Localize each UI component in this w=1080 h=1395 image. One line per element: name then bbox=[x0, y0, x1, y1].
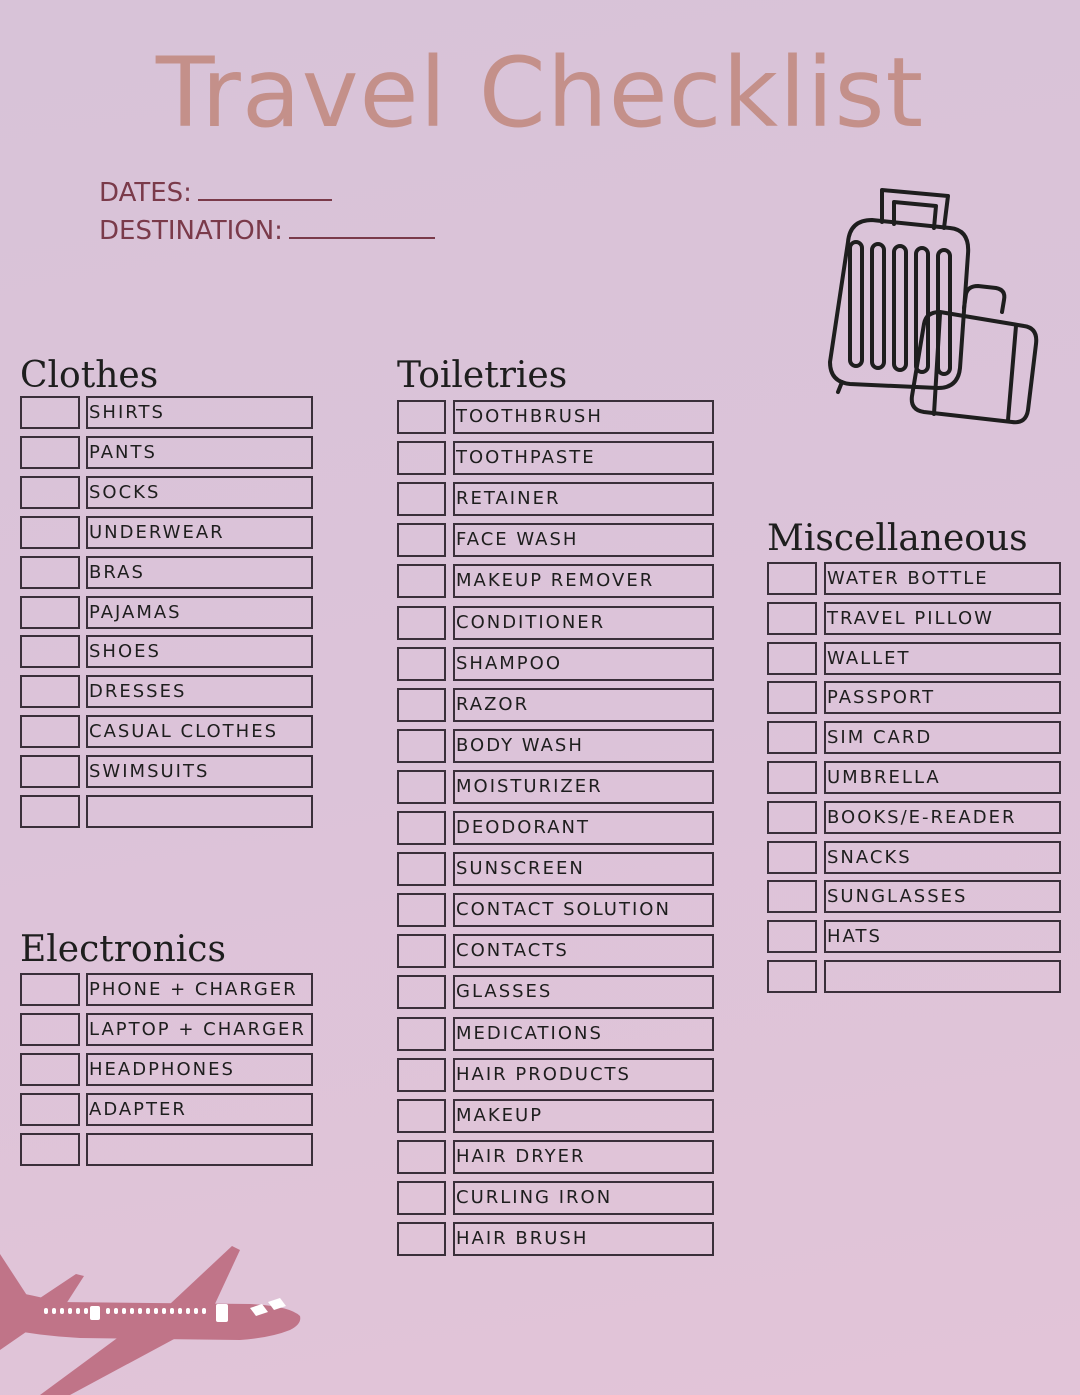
item-label: TRAVEL PILLOW bbox=[824, 602, 1061, 635]
item-label: SHIRTS bbox=[86, 396, 313, 429]
destination-label: DESTINATION: bbox=[99, 216, 283, 246]
luggage-icon bbox=[820, 182, 1042, 430]
item-label: CONDITIONER bbox=[453, 606, 714, 640]
item-label: UMBRELLA bbox=[824, 761, 1061, 794]
item-label: BRAS bbox=[86, 556, 313, 589]
checkbox[interactable] bbox=[20, 1133, 80, 1166]
item-label bbox=[86, 795, 313, 828]
checkbox[interactable] bbox=[397, 1017, 446, 1051]
checkbox[interactable] bbox=[20, 1093, 80, 1126]
checkbox[interactable] bbox=[397, 482, 446, 516]
item-label: HAIR DRYER bbox=[453, 1140, 714, 1174]
item-label: DEODORANT bbox=[453, 811, 714, 845]
item-label: RAZOR bbox=[453, 688, 714, 722]
checkbox[interactable] bbox=[20, 476, 80, 509]
airplane-icon bbox=[0, 1240, 310, 1395]
checkbox[interactable] bbox=[767, 841, 817, 874]
checkbox[interactable] bbox=[397, 893, 446, 927]
item-label: CONTACTS bbox=[453, 934, 714, 968]
miscellaneous-heading: Miscellaneous bbox=[767, 518, 1028, 559]
item-label bbox=[824, 960, 1061, 993]
checkbox[interactable] bbox=[397, 934, 446, 968]
clothes-heading: Clothes bbox=[20, 355, 159, 396]
destination-field[interactable] bbox=[99, 216, 435, 246]
item-label: RETAINER bbox=[453, 482, 714, 516]
checkbox[interactable] bbox=[20, 973, 80, 1006]
checkbox[interactable] bbox=[20, 755, 80, 788]
item-label: SUNSCREEN bbox=[453, 852, 714, 886]
checkbox[interactable] bbox=[767, 761, 817, 794]
checkbox[interactable] bbox=[767, 562, 817, 595]
item-label: DRESSES bbox=[86, 675, 313, 708]
item-label: CURLING IRON bbox=[453, 1181, 714, 1215]
electronics-heading: Electronics bbox=[20, 929, 226, 970]
item-label: HAIR BRUSH bbox=[453, 1222, 714, 1256]
checkbox[interactable] bbox=[767, 920, 817, 953]
item-label: WATER BOTTLE bbox=[824, 562, 1061, 595]
item-label: BOOKS/E-READER bbox=[824, 801, 1061, 834]
item-label: SHOES bbox=[86, 635, 313, 668]
checkbox[interactable] bbox=[20, 675, 80, 708]
toiletries-heading: Toiletries bbox=[397, 355, 568, 396]
checkbox[interactable] bbox=[397, 647, 446, 681]
checkbox[interactable] bbox=[397, 811, 446, 845]
item-label: HAIR PRODUCTS bbox=[453, 1058, 714, 1092]
item-label: MOISTURIZER bbox=[453, 770, 714, 804]
item-label: HATS bbox=[824, 920, 1061, 953]
item-label: MAKEUP bbox=[453, 1099, 714, 1133]
dates-blank-line[interactable] bbox=[198, 198, 332, 201]
checkbox[interactable] bbox=[20, 396, 80, 429]
checkbox[interactable] bbox=[767, 880, 817, 913]
checkbox[interactable] bbox=[20, 1053, 80, 1086]
checkbox[interactable] bbox=[767, 801, 817, 834]
item-label: SOCKS bbox=[86, 476, 313, 509]
checkbox[interactable] bbox=[397, 1058, 446, 1092]
checkbox[interactable] bbox=[397, 441, 446, 475]
checkbox[interactable] bbox=[397, 852, 446, 886]
item-label: BODY WASH bbox=[453, 729, 714, 763]
item-label: GLASSES bbox=[453, 975, 714, 1009]
item-label: ADAPTER bbox=[86, 1093, 313, 1126]
checkbox[interactable] bbox=[397, 688, 446, 722]
item-label: TOOTHBRUSH bbox=[453, 400, 714, 434]
checkbox[interactable] bbox=[397, 975, 446, 1009]
checkbox[interactable] bbox=[767, 642, 817, 675]
checkbox[interactable] bbox=[767, 681, 817, 714]
checkbox[interactable] bbox=[397, 523, 446, 557]
item-label: CONTACT SOLUTION bbox=[453, 893, 714, 927]
checkbox[interactable] bbox=[397, 564, 446, 598]
checkbox[interactable] bbox=[20, 596, 80, 629]
item-label: TOOTHPASTE bbox=[453, 441, 714, 475]
checkbox[interactable] bbox=[767, 960, 817, 993]
checkbox[interactable] bbox=[20, 556, 80, 589]
item-label: PAJAMAS bbox=[86, 596, 313, 629]
destination-blank-line[interactable] bbox=[289, 236, 435, 239]
checkbox[interactable] bbox=[767, 602, 817, 635]
checkbox[interactable] bbox=[20, 1013, 80, 1046]
page-title: Travel Checklist bbox=[155, 37, 925, 149]
dates-field[interactable] bbox=[99, 178, 332, 208]
checkbox[interactable] bbox=[397, 1099, 446, 1133]
item-label: SUNGLASSES bbox=[824, 880, 1061, 913]
item-label: WALLET bbox=[824, 642, 1061, 675]
checkbox[interactable] bbox=[397, 1181, 446, 1215]
checkbox[interactable] bbox=[767, 721, 817, 754]
item-label: PHONE + CHARGER bbox=[86, 973, 313, 1006]
item-label: MEDICATIONS bbox=[453, 1017, 714, 1051]
checkbox[interactable] bbox=[397, 1140, 446, 1174]
item-label: SIM CARD bbox=[824, 721, 1061, 754]
checkbox[interactable] bbox=[20, 436, 80, 469]
item-label: MAKEUP REMOVER bbox=[453, 564, 714, 598]
item-label: SWIMSUITS bbox=[86, 755, 313, 788]
item-label: HEADPHONES bbox=[86, 1053, 313, 1086]
item-label: LAPTOP + CHARGER bbox=[86, 1013, 313, 1046]
item-label: PANTS bbox=[86, 436, 313, 469]
checkbox[interactable] bbox=[397, 729, 446, 763]
checkbox[interactable] bbox=[397, 1222, 446, 1256]
checkbox[interactable] bbox=[20, 516, 80, 549]
checkbox[interactable] bbox=[20, 635, 80, 668]
checkbox[interactable] bbox=[20, 715, 80, 748]
checkbox[interactable] bbox=[397, 606, 446, 640]
item-label: CASUAL CLOTHES bbox=[86, 715, 313, 748]
checkbox[interactable] bbox=[20, 795, 80, 828]
checkbox[interactable] bbox=[397, 770, 446, 804]
item-label bbox=[86, 1133, 313, 1166]
item-label: SHAMPOO bbox=[453, 647, 714, 681]
item-label: SNACKS bbox=[824, 841, 1061, 874]
item-label: PASSPORT bbox=[824, 681, 1061, 714]
item-label: FACE WASH bbox=[453, 523, 714, 557]
checkbox[interactable] bbox=[397, 400, 446, 434]
item-label: UNDERWEAR bbox=[86, 516, 313, 549]
dates-label: DATES: bbox=[99, 178, 192, 208]
